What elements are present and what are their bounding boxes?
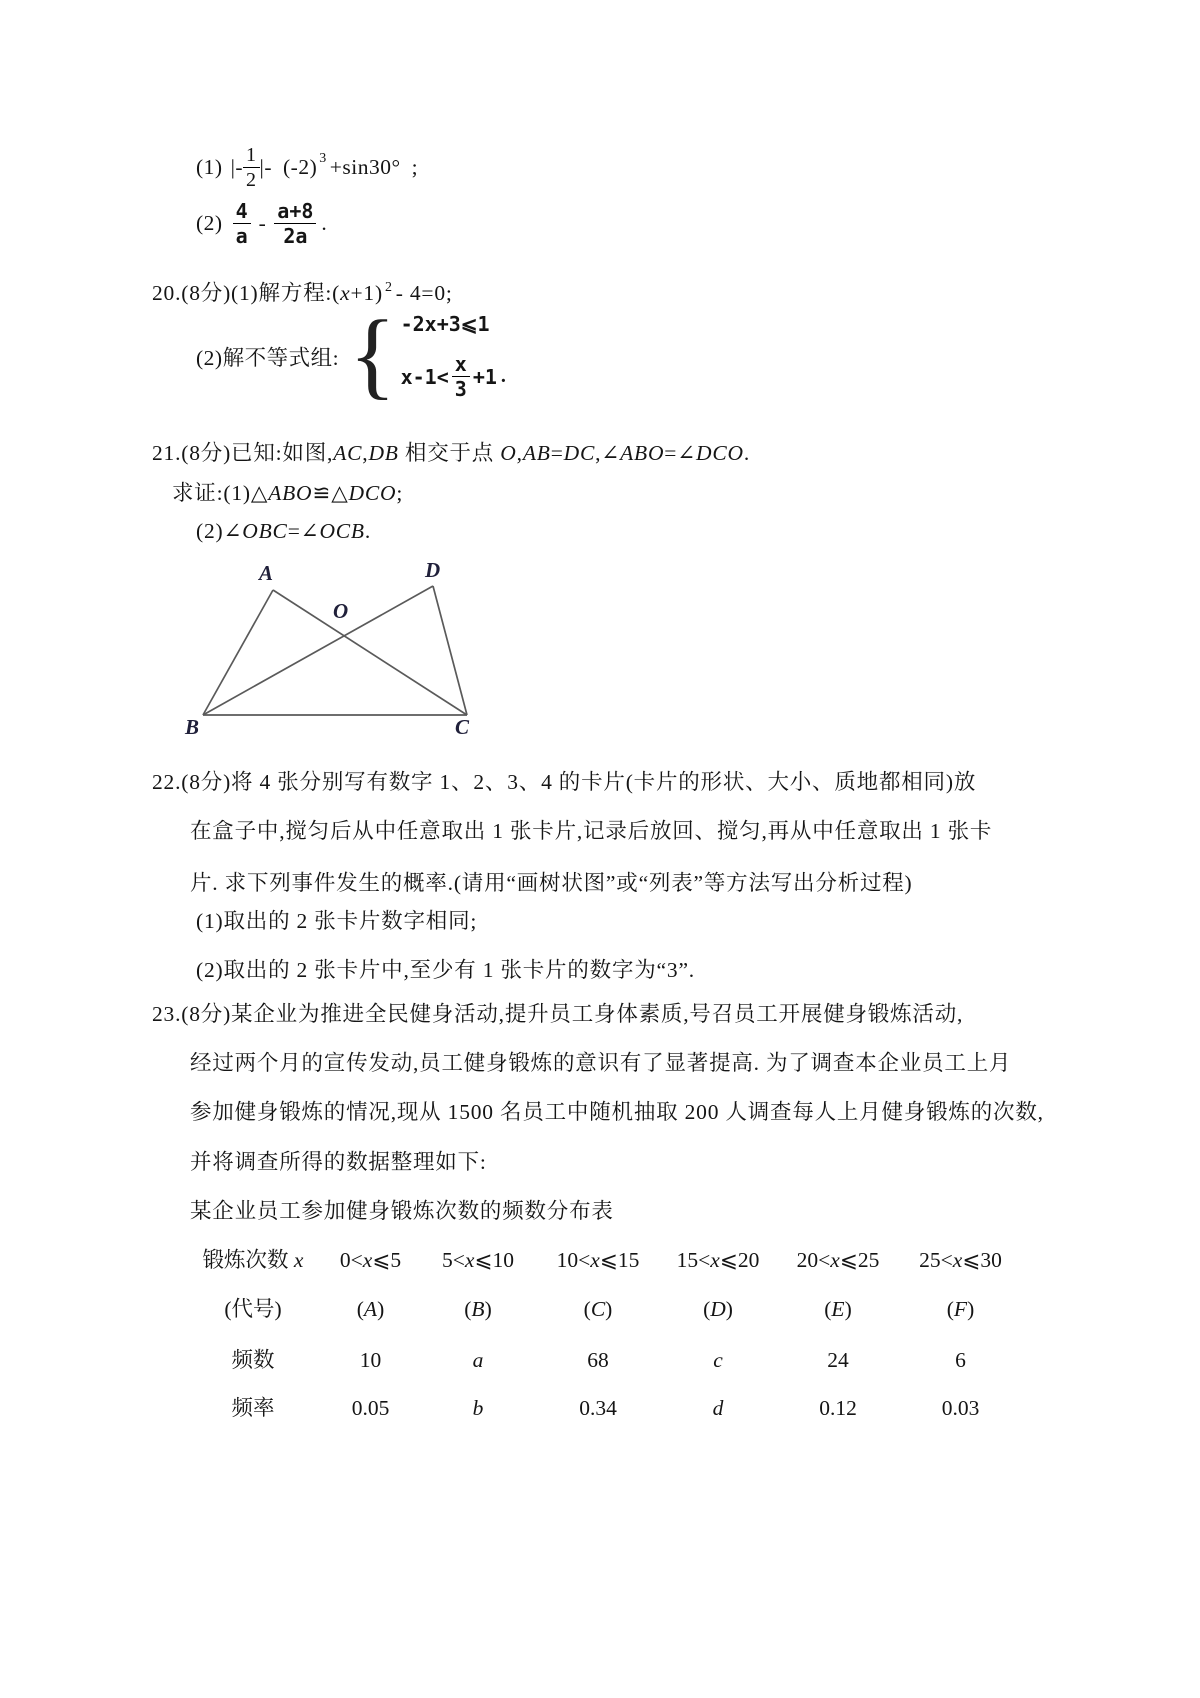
problem22-item1: (1)取出的 2 张卡片数字相同; xyxy=(196,909,478,933)
problem23-line3: 参加健身锻炼的情况,现从 1500 名员工中随机抽取 200 人调查每人上月健身锻炼的次数, xyxy=(190,1100,1044,1124)
minus-sign: - xyxy=(258,211,267,235)
item-label: (1) xyxy=(196,155,223,179)
table-cell: (代号) xyxy=(224,1297,282,1321)
table-cell: (A) xyxy=(356,1297,385,1321)
table-cell: 0.03 xyxy=(941,1396,980,1420)
segment-DB xyxy=(203,586,433,715)
point-label-d: D xyxy=(425,558,441,582)
exponent-2: 2 xyxy=(384,280,393,295)
point-label-a: A xyxy=(259,561,274,585)
problem21-line1: 21.(8分)已知:如图,AC,DB 相交于点 O,AB=DC,∠ABO=∠DCO. xyxy=(152,441,751,465)
table-cell: (B) xyxy=(464,1297,492,1321)
table-cell: (D) xyxy=(703,1297,733,1321)
abs-close: |- xyxy=(259,155,273,179)
problem20-part2 xyxy=(196,300,506,412)
neg-two: (-2) xyxy=(283,155,318,179)
table-cell: 0.05 xyxy=(351,1396,390,1420)
problem19-part1 xyxy=(196,144,418,191)
abs-open: |- xyxy=(230,155,244,179)
problem23-line1: 23.(8分)某企业为推进全民健身活动,提升员工身体素质,号召员工开展健身锻炼活动, xyxy=(152,1002,964,1026)
table-cell: a xyxy=(472,1348,484,1372)
table-cell: 频率 xyxy=(231,1396,275,1420)
table-title: 某企业员工参加健身锻炼次数的频数分布表 xyxy=(190,1199,614,1223)
table-cell: b xyxy=(472,1396,484,1420)
point-label-o: O xyxy=(333,599,349,623)
table-cell: 锻炼次数 x xyxy=(202,1248,304,1272)
table-cell: (C) xyxy=(583,1297,613,1321)
sin-term: +sin30° xyxy=(329,155,401,179)
table-cell: (F) xyxy=(946,1297,975,1321)
problem21-line2: 求证:(1)△ABO≌△DCO; xyxy=(172,481,404,505)
table-header-row xyxy=(183,1246,1023,1274)
table-cell: 6 xyxy=(955,1348,966,1372)
fraction-x-3: $\frac{x}{3}$ xyxy=(452,353,470,400)
table-cell: 10<x⩽15 xyxy=(556,1248,640,1272)
problem21-line3: (2)∠OBC=∠OCB. xyxy=(196,519,372,543)
table-cell: 20<x⩽25 xyxy=(796,1248,880,1272)
inequality-1: -2x+3⩽1 xyxy=(400,312,490,336)
table-cell: 25<x⩽30 xyxy=(919,1248,1002,1272)
problem23-line2: 经过两个月的宣传发动,员工健身锻炼的意识有了显著提高. 为了调查本企业员工上月 xyxy=(190,1051,1012,1075)
table-cell: 24 xyxy=(827,1348,849,1372)
table-cell: 0.34 xyxy=(579,1396,617,1420)
period: . xyxy=(321,211,328,235)
item-label: (2) xyxy=(196,211,223,235)
table-cell: d xyxy=(712,1396,724,1420)
table-cell: 15<x⩽20 xyxy=(676,1248,760,1272)
inequality-system xyxy=(401,312,506,400)
point-label-c: C xyxy=(455,715,470,739)
point-label-b: B xyxy=(185,715,200,739)
equation-tail: - 4=0; xyxy=(395,281,453,305)
inequality-2: x-1< $\frac{x}{3}$ +1 . xyxy=(400,352,506,401)
problem22-line1: 22.(8分)将 4 张分别写有数字 1、2、3、4 的卡片(卡片的形状、大小、质地都相同)放 xyxy=(152,770,977,794)
fraction-one-half: $\frac{1}{2}$ xyxy=(243,144,260,191)
system-brace: { xyxy=(349,301,397,410)
problem22-item2: (2)取出的 2 张卡片中,至少有 1 张卡片的数字为“3”. xyxy=(196,958,695,982)
fraction-a8-2a: $\frac{a+8}{2a}$ xyxy=(274,200,316,247)
semicolon: ; xyxy=(411,155,419,179)
table-count-row xyxy=(183,1346,1023,1374)
table-rate-row xyxy=(183,1394,1023,1422)
period: . xyxy=(500,365,506,387)
problem22-line2: 在盒子中,搅匀后从中任意取出 1 张卡片,记录后放回、搅匀,再从中任意取出 1 张卡 xyxy=(190,819,993,843)
problem23-line4: 并将调查所得的数据整理如下: xyxy=(190,1150,487,1174)
problem19-part2 xyxy=(196,200,327,247)
exponent-3: 3 xyxy=(319,150,327,166)
table-cell: 68 xyxy=(587,1348,609,1372)
table-cell: 0<x⩽5 xyxy=(339,1248,402,1272)
geometry-figure xyxy=(183,550,483,740)
item-label: (2)解不等式组: xyxy=(196,345,340,370)
table-cell: 频数 xyxy=(231,1348,275,1372)
table-cell: 0.12 xyxy=(819,1396,857,1420)
table-cell: c xyxy=(713,1348,723,1372)
segment-AC xyxy=(273,590,467,715)
table-code-row xyxy=(183,1295,1023,1323)
table-cell: 5<x⩽10 xyxy=(442,1248,514,1272)
table-cell: (E) xyxy=(824,1297,852,1321)
problem22-line3: 片. 求下列事件发生的概率.(请用“画树状图”或“列表”等方法写出分析过程) xyxy=(190,871,913,895)
equation-text: 20.(8分)(1)解方程:(x+1) xyxy=(152,281,383,305)
fraction-4-a: $\frac{4}{a}$ xyxy=(233,200,251,247)
table-cell: 10 xyxy=(359,1348,382,1372)
